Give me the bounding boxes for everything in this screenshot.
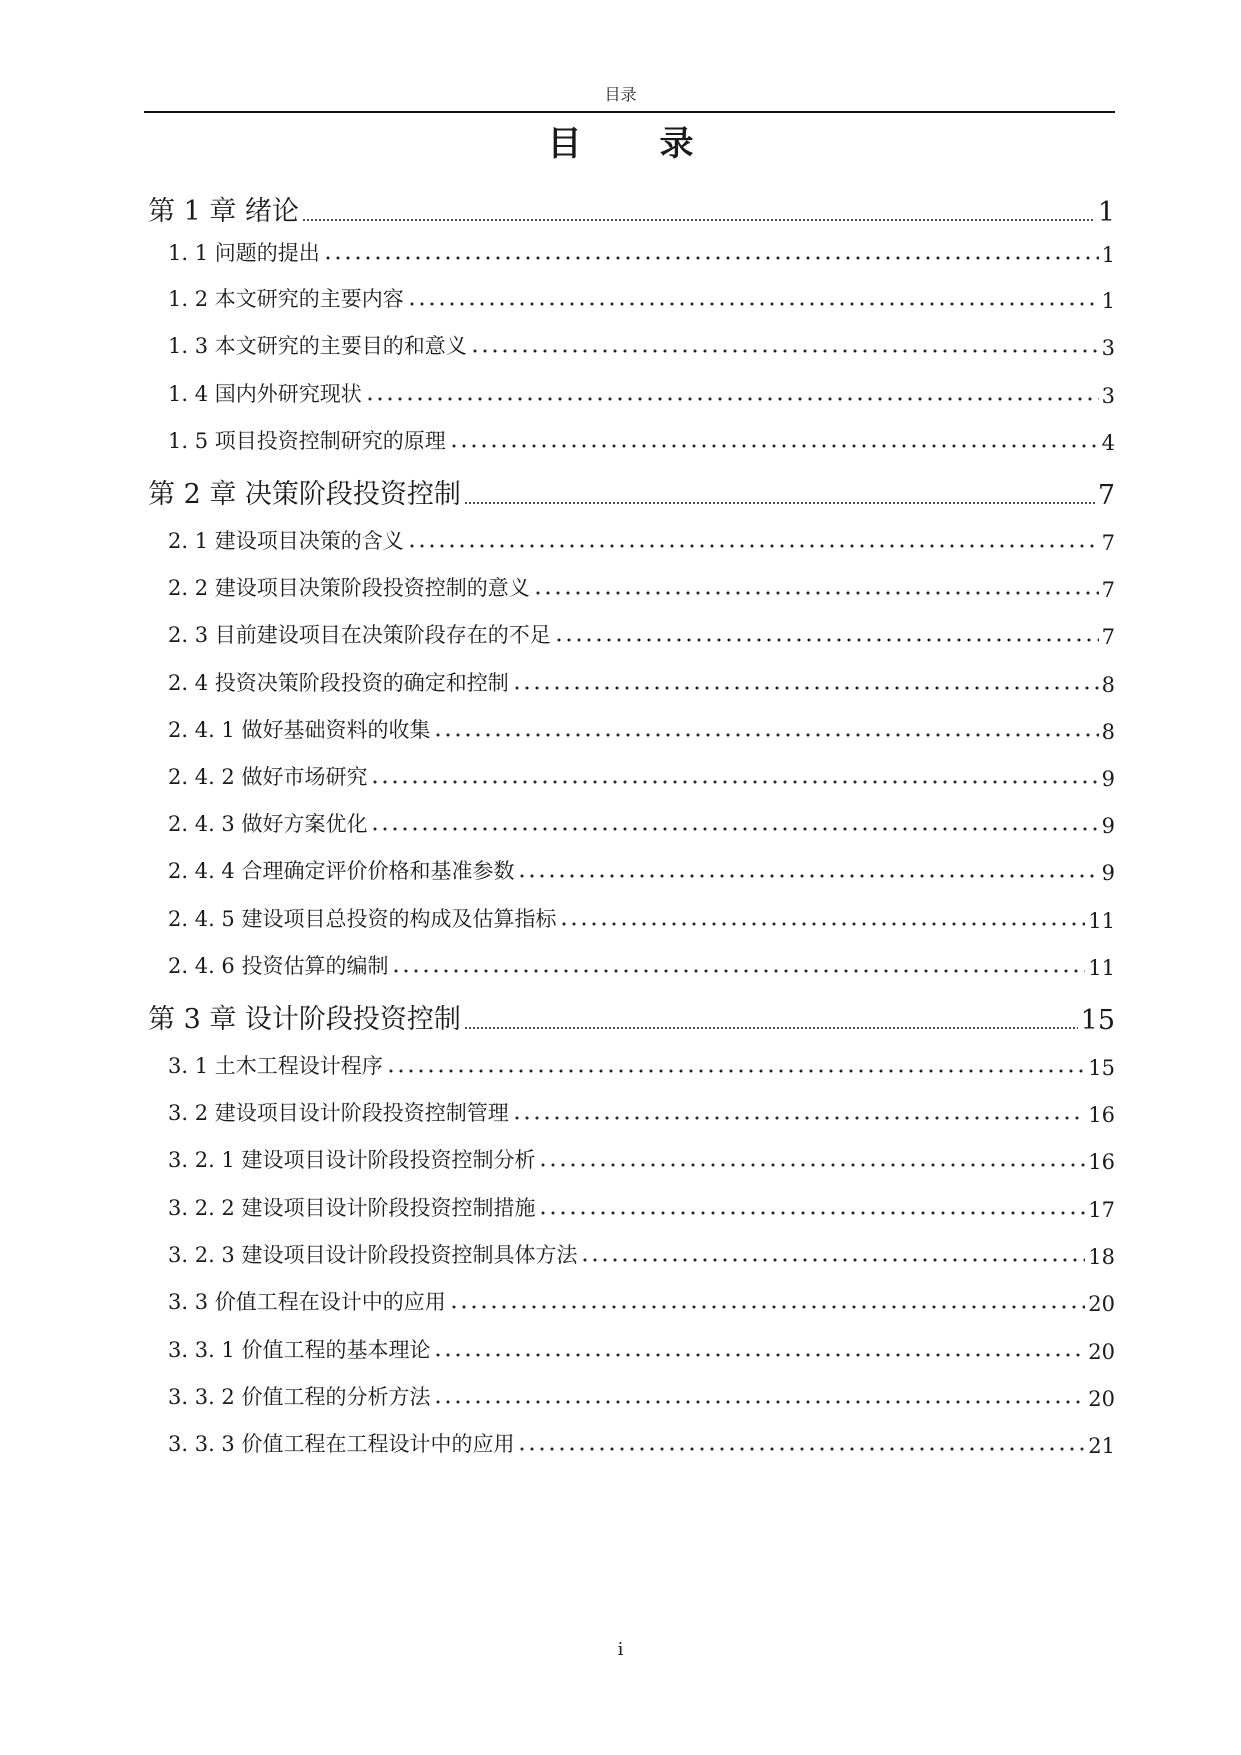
toc-chapter-entry[interactable]	[148, 178, 1115, 228]
toc-section-entry[interactable]	[168, 893, 1115, 933]
toc-entry-label: 3. 3. 3 价值工程在工程设计中的应用	[168, 1432, 515, 1456]
toc-section-entry[interactable]	[168, 1087, 1115, 1127]
toc-chapter-entry[interactable]	[148, 986, 1115, 1036]
toc-entry-page: 17	[1088, 1198, 1115, 1222]
toc-section-entry[interactable]	[168, 1371, 1115, 1411]
toc-entry-label: 1. 3 本文研究的主要目的和意义	[168, 334, 467, 358]
toc-dot-leader	[386, 1064, 1086, 1074]
toc-dot-leader	[449, 439, 1099, 449]
toc-entry-page: 20	[1088, 1387, 1115, 1411]
toc-entry-page: 1	[1101, 243, 1115, 267]
toc-entry-label: 1. 2 本文研究的主要内容	[168, 287, 404, 311]
toc-entry-label: 2. 1 建设项目决策的含义	[168, 529, 404, 553]
running-header: 目录	[604, 85, 637, 104]
toc-entry-page: 16	[1088, 1103, 1115, 1127]
toc-entry-page: 3	[1101, 384, 1115, 408]
toc-entry-page: 11	[1088, 909, 1115, 933]
toc-section-entry[interactable]	[168, 609, 1115, 649]
toc-dot-leader	[464, 1020, 1078, 1030]
toc-entry-page: 9	[1101, 767, 1115, 791]
toc-dot-leader	[449, 1300, 1086, 1310]
toc-section-entry[interactable]	[168, 562, 1115, 602]
toc-entry-label: 2. 4. 3 做好方案优化	[168, 812, 368, 836]
toc-dot-leader	[323, 251, 1099, 261]
toc-section-entry[interactable]	[168, 1276, 1115, 1316]
toc-title: 目 录	[547, 124, 716, 164]
toc-entry-page: 9	[1101, 814, 1115, 838]
toc-entry-label: 3. 2. 2 建设项目设计阶段投资控制措施	[168, 1196, 536, 1220]
toc-dot-leader	[433, 1348, 1085, 1358]
toc-entry-label: 2. 4. 2 做好市场研究	[168, 765, 368, 789]
toc-section-entry[interactable]	[168, 1324, 1115, 1364]
toc-section-entry[interactable]	[168, 515, 1115, 555]
toc-entry-label: 2. 4. 6 投资估算的编制	[168, 954, 389, 978]
toc-dot-leader	[559, 917, 1085, 927]
toc-entry-label: 3. 2. 3 建设项目设计阶段投资控制具体方法	[168, 1243, 578, 1267]
toc-dot-leader	[517, 869, 1098, 879]
toc-entry-label: 2. 3 目前建设项目在决策阶段存在的不足	[168, 623, 551, 647]
toc-entry-page: 18	[1088, 1245, 1115, 1269]
toc-section-entry[interactable]	[168, 1182, 1115, 1222]
toc-entry-page: 7	[1101, 578, 1115, 602]
toc-entry-page: 7	[1097, 480, 1115, 511]
toc-entry-page: 3	[1101, 336, 1115, 360]
toc-dot-leader	[538, 1158, 1085, 1168]
toc-section-entry[interactable]	[168, 798, 1115, 838]
toc-entry-page: 7	[1101, 625, 1115, 649]
toc-dot-leader	[538, 1206, 1085, 1216]
toc-entry-label: 第 1 章 绪论	[148, 196, 299, 227]
toc-entry-label: 2. 2 建设项目决策阶段投资控制的意义	[168, 576, 530, 600]
toc-dot-leader	[580, 1253, 1085, 1263]
toc-section-entry[interactable]	[168, 1229, 1115, 1269]
toc-entry-label: 3. 3. 2 价值工程的分析方法	[168, 1385, 431, 1409]
toc-dot-leader	[512, 1111, 1086, 1121]
toc-dot-leader	[365, 392, 1099, 402]
toc-section-entry[interactable]	[168, 368, 1115, 408]
toc-dot-leader	[554, 633, 1099, 643]
toc-entry-label: 2. 4 投资决策阶段投资的确定和控制	[168, 671, 509, 695]
toc-dot-leader	[302, 212, 1095, 222]
toc-entry-page: 15	[1088, 1056, 1115, 1080]
toc-entry-page: 7	[1101, 531, 1115, 555]
toc-entry-page: 8	[1101, 720, 1115, 744]
toc-entry-label: 1. 4 国内外研究现状	[168, 382, 362, 406]
toc-entry-page: 15	[1080, 1005, 1115, 1036]
toc-section-entry[interactable]	[168, 1418, 1115, 1458]
toc-chapter-entry[interactable]	[148, 461, 1115, 511]
toc-entry-label: 2. 4. 5 建设项目总投资的构成及估算指标	[168, 907, 557, 931]
toc-dot-leader	[391, 964, 1085, 974]
toc-section-entry[interactable]	[168, 940, 1115, 980]
toc-entry-label: 第 2 章 决策阶段投资控制	[148, 479, 461, 510]
toc-entry-page: 4	[1101, 431, 1115, 455]
toc-entry-label: 3. 3 价值工程在设计中的应用	[168, 1290, 446, 1314]
toc-entry-page: 8	[1101, 673, 1115, 697]
toc-dot-leader	[433, 728, 1098, 738]
toc-entry-label: 3. 3. 1 价值工程的基本理论	[168, 1338, 431, 1362]
toc-entry-label: 2. 4. 4 合理确定评价价格和基准参数	[168, 859, 515, 883]
toc-entry-page: 21	[1088, 1434, 1115, 1458]
toc-dot-leader	[464, 495, 1095, 505]
toc-entry-page: 20	[1088, 1340, 1115, 1364]
toc-entry-label: 1. 5 项目投资控制研究的原理	[168, 429, 446, 453]
toc-dot-leader	[517, 1442, 1085, 1452]
toc-entry-page: 16	[1088, 1150, 1115, 1174]
toc-entry-page: 20	[1088, 1292, 1115, 1316]
toc-dot-leader	[370, 822, 1098, 832]
toc-entry-label: 第 3 章 设计阶段投资控制	[148, 1004, 461, 1035]
toc-entry-label: 3. 2. 1 建设项目设计阶段投资控制分析	[168, 1148, 536, 1172]
toc-entry-label: 3. 2 建设项目设计阶段投资控制管理	[168, 1101, 509, 1125]
toc-dot-leader	[512, 681, 1099, 691]
toc-section-entry[interactable]	[168, 845, 1115, 885]
toc-entry-page: 1	[1097, 197, 1115, 228]
toc-section-entry[interactable]	[168, 227, 1115, 267]
toc-dot-leader	[407, 297, 1099, 307]
toc-section-entry[interactable]	[168, 1134, 1115, 1174]
toc-dot-leader	[407, 539, 1099, 549]
toc-section-entry[interactable]	[168, 751, 1115, 791]
toc-entry-label: 1. 1 问题的提出	[168, 241, 320, 265]
toc-entry-page: 11	[1088, 956, 1115, 980]
toc-section-entry[interactable]	[168, 320, 1115, 360]
toc-entry-label: 2. 4. 1 做好基础资料的收集	[168, 718, 431, 742]
toc-section-entry[interactable]	[168, 1040, 1115, 1080]
toc-section-entry[interactable]	[168, 704, 1115, 744]
toc-dot-leader	[370, 775, 1098, 785]
toc-entry-page: 1	[1101, 289, 1115, 313]
toc-dot-leader	[533, 586, 1099, 596]
header-rule	[144, 111, 1115, 113]
toc-dot-leader	[433, 1395, 1085, 1405]
toc-entry-page: 9	[1101, 861, 1115, 885]
toc-dot-leader	[470, 344, 1099, 354]
toc-entry-label: 3. 1 土木工程设计程序	[168, 1054, 383, 1078]
toc-section-entry[interactable]	[168, 657, 1115, 697]
page-number: i	[617, 1639, 624, 1660]
toc-section-entry[interactable]	[168, 415, 1115, 455]
toc-section-entry[interactable]	[168, 273, 1115, 313]
